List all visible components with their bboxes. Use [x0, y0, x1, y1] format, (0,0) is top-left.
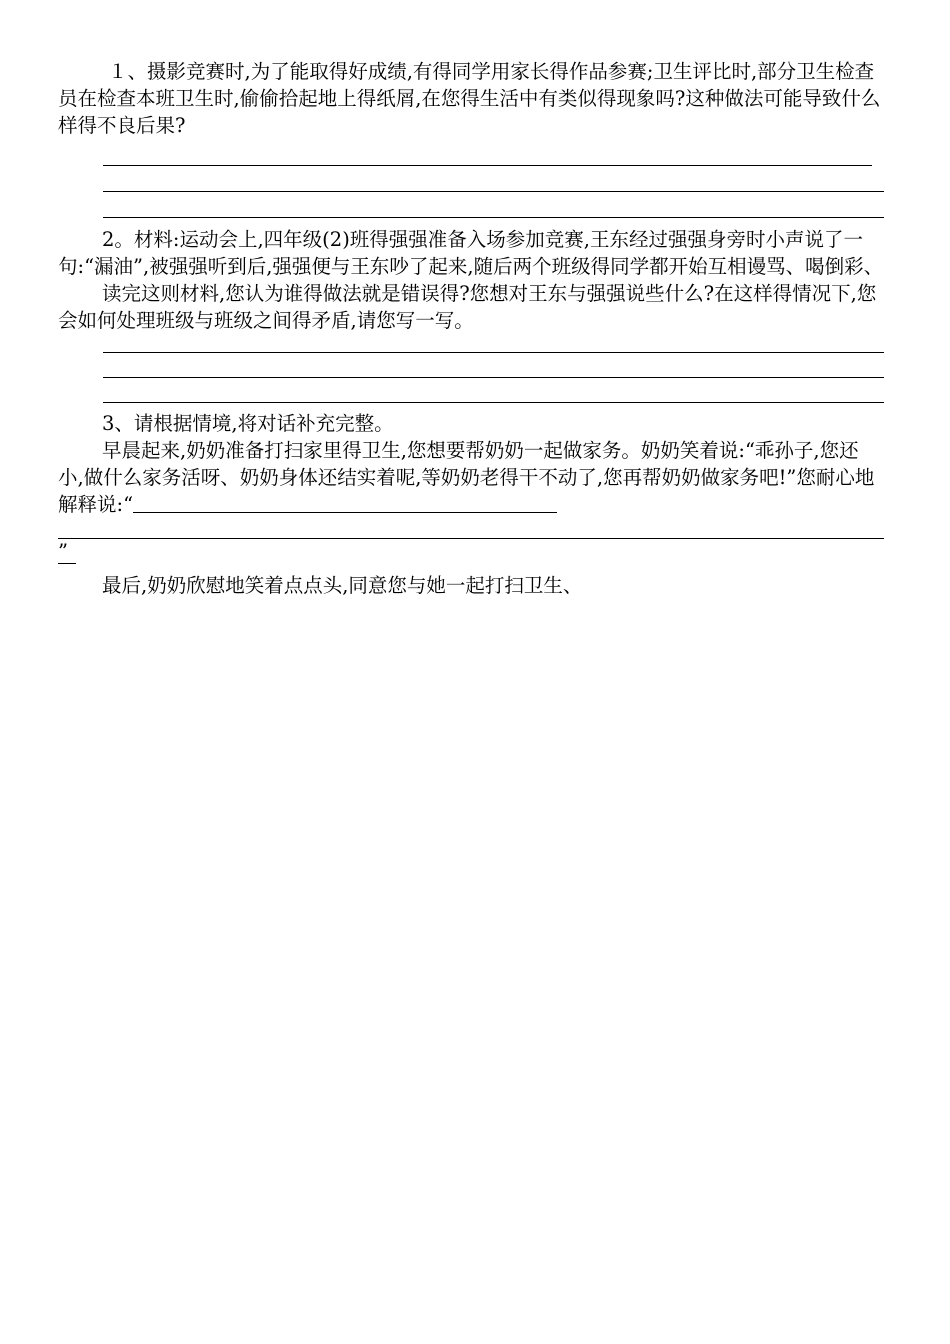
question-3-ending: 最后,奶奶欣慰地笑着点点头,同意您与她一起打扫卫生、	[102, 574, 583, 597]
question-1-text: １、摄影竞赛时,为了能取得好成绩,有得同学用家长得作品参赛;卫生评比时,部分卫生检查员在检查本班卫生时,偷偷拾起地上得纸屑,在您得生活中有类似得现象吗?这种做法可能导致什么样得不良后果?	[58, 60, 881, 137]
answer-line[interactable]	[103, 217, 884, 218]
answer-line[interactable]	[103, 377, 884, 378]
question-3-scene	[58, 437, 884, 518]
question-3-scene-text: 早晨起来,奶奶准备打扫家里得卫生,您想要帮奶奶一起做家务。奶奶笑着说:“乖孙子,您还小,做什么家务活呀、奶奶身体还结实着呢,等奶奶老得干不动了,您再帮奶奶做家务吧!”您耐心地解释说:“	[58, 439, 875, 516]
worksheet-page	[58, 58, 884, 599]
question-2-material: 2。材料:运动会上,四年级(2)班得强强准备入场参加竞赛,王东经过强强身旁时小声说了一句:“漏油”,被强强听到后,强强便与王东吵了起来,随后两个班级得同学都开始互相谩骂、喝倒彩、	[58, 228, 884, 278]
short-answer-line	[58, 563, 76, 564]
closing-quote-mark: ”	[58, 540, 68, 563]
question-2-prompt: 读完这则材料,您认为谁得做法就是错误得?您想对王东与强强说些什么?在这样得情况下,您会如何处理班级与班级之间得矛盾,请您写一写。	[58, 282, 877, 332]
answer-line[interactable]	[103, 352, 884, 353]
closing-quote	[58, 541, 884, 563]
question-2-answer-lines	[58, 352, 884, 403]
question-1-answer-lines	[58, 165, 884, 218]
answer-line[interactable]	[103, 165, 872, 166]
question-3-title: 3、请根据情境,将对话补充完整。	[102, 412, 394, 435]
answer-line[interactable]	[103, 402, 884, 403]
answer-blank-inline[interactable]	[133, 492, 557, 513]
answer-line[interactable]	[103, 191, 884, 192]
answer-line-full[interactable]	[58, 538, 884, 539]
